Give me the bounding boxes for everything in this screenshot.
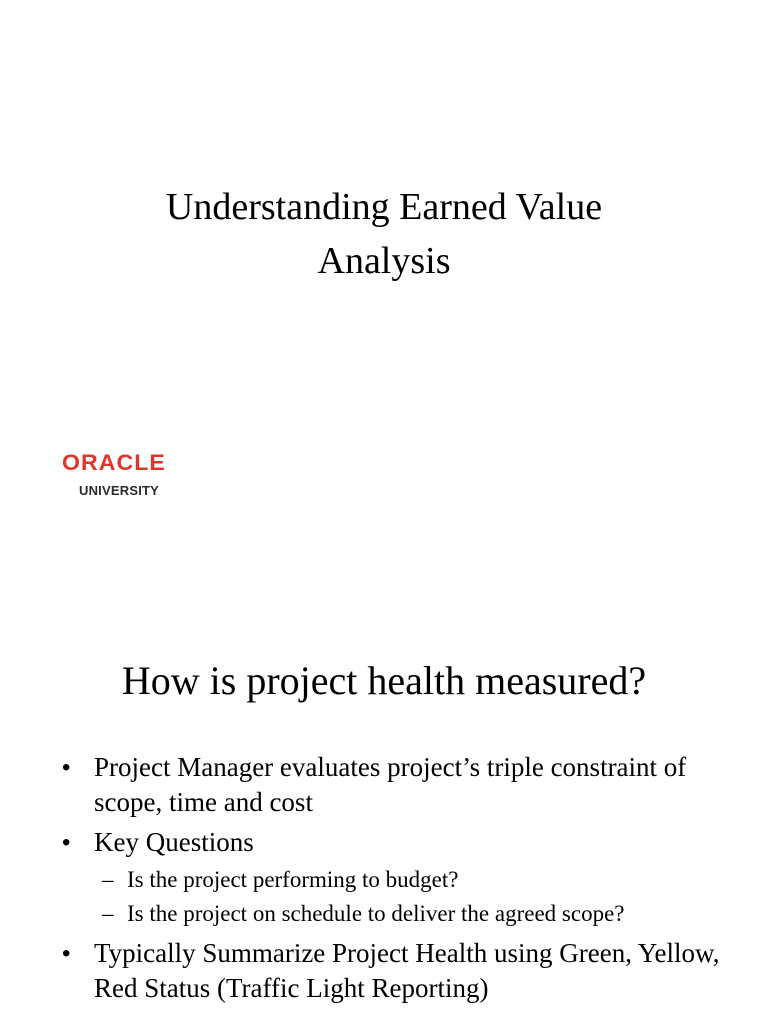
bullet-list: [62, 750, 752, 1011]
bullet-item: [62, 750, 752, 820]
oracle-university-logo: [62, 450, 194, 502]
bullet-text: Key Questions: [94, 827, 254, 857]
sub-bullet-item: [94, 863, 752, 897]
bullet-item: [62, 825, 752, 931]
dash-icon: –: [102, 901, 114, 926]
logo-wordmark: ORACLE: [62, 450, 166, 475]
sub-bullet-text: Is the project performing to budget?: [127, 867, 459, 892]
slide-title-line-2: Analysis: [317, 240, 451, 282]
slide-title-line-1: Understanding Earned Value: [165, 186, 603, 228]
dash-icon: –: [102, 867, 114, 892]
sub-bullet-text: Is the project on schedule to deliver the agreed scope?: [127, 901, 625, 926]
bullet-icon: •: [62, 940, 71, 967]
slide-heading: How is project health measured?: [121, 658, 647, 703]
bullet-icon: •: [62, 829, 71, 856]
sub-bullet-list: [94, 863, 752, 931]
slide-title-heading: [0, 180, 768, 288]
slide-project-health: [0, 576, 768, 1024]
sub-bullet-item: [94, 897, 752, 931]
bullet-item: [62, 936, 752, 1006]
logo-subtitle: UNIVERSITY: [79, 483, 160, 498]
bullet-text: Typically Summarize Project Health using Green, Yellow, Red Status (Traffic Light Reporting): [94, 938, 720, 1003]
bullet-icon: •: [62, 754, 71, 781]
bullet-text: Project Manager evaluates project’s triple constraint of scope, time and cost: [94, 752, 687, 817]
